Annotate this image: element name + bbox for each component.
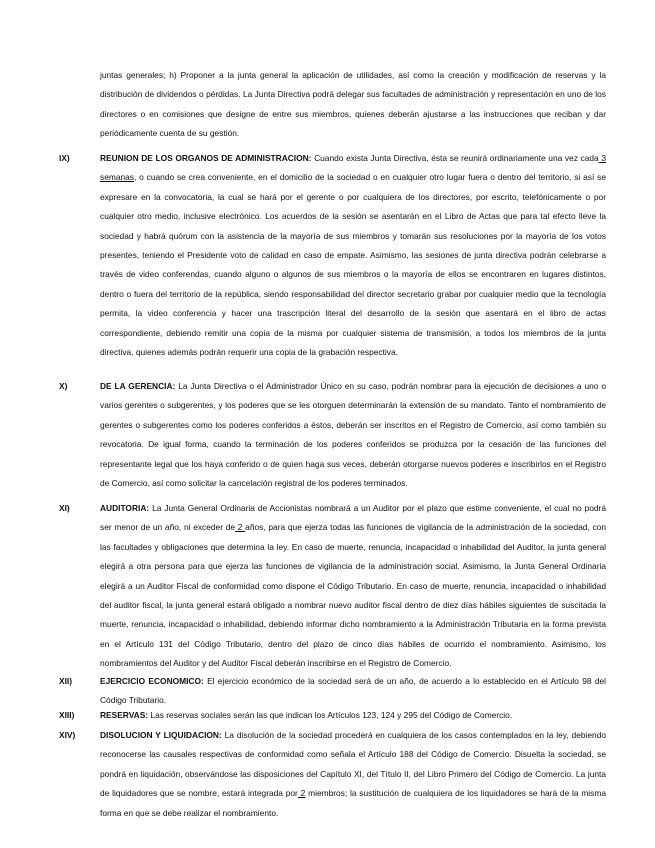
clause-x-text: La Junta Directiva o el Administrador Único en su caso, podrán nombrar para la ejecución de decisiones a uno o varios gerentes o subgerentes, y los poderes que se les otorguen determinarán la extensión de su mandato. Tanto el nombramiento de gerentes o subgerentes como los poderes conferidos a éstos, deberán ser inscritos en el Registro de Comercio, así como también su revocatoria. De igual forma, cuando la terminación de los poderes conferidos se produzca por la cesación de las funciones del representante legal que los haya conferido o de quien haga sus veces, deberán otorgarse nuevos poderes e inscribirlos en el Registro de Comercio, así como solicitar la cancelación registral de los poderes terminados.	[100, 381, 606, 489]
clause-ix-text-a: Cuando exista Junta Directiva, ésta se reunirá ordinariamente una vez cada	[311, 153, 599, 163]
clause-ix-text-b: , o cuando se crea conveniente, en el domicilio de la sociedad o en cualquier otro lugar fuera o dentro del territorio, si así se expresare en la convocatoria, la cual se hará por el gerente o por cualquiera de los directores, por escrito, telefónicamente o por cualquier otro medio, inclusive electrónico. Los acuerdos de la sesión se asentarán en el Libro de Actas que para tal efecto lleve la sociedad y habrá quórum con la asistencia de la mayoría de sus miembros y tomarán sus resoluciones por la mayoría de los votos presentes, teniendo el Presidente voto de calidad en caso de empate. Asimismo, las sesiones de junta directiva podrán celebrarse a través de video conferendas, cuando alguno o algunos de sus miembros o la mayoría de ellos se encontraren en lugares distintos, dentro o fuera del territorio de la república, siendo responsabilidad del director secretario grabar por cualquier medio que la tecnología permita, la video conferencia y hacer una trascripción literal del desarrollo de la sesión que asentará en el libro de actas correspondiente, debiendo remitir una copia de la misma por cualquier sistema de transmisión, a todos los miembros de la junta directiva, quienes además podrán requerir una copia de la grabación respectiva.	[100, 172, 606, 358]
clause-xi-text-b: años, para que ejerza todas las funciones de vigilancia de la administración de la sociedad, con las facultades y obligaciones que determina la ley. En caso de muerte, renuncia, incapacidad o inhabilidad del Auditor, la junta general elegirá a otra persona para que ejerza las funciones de vigilancia de la administración social. Asimismo, la Junta General Ordinaria elegirá a un Auditor Fiscal de conformidad como dispone el Código Tributario. En caso de muerte, renuncia, incapacidad o inhabilidad del auditor fiscal, la junta general estará obligado a nombrar nuevo auditor fiscal dentro de diez días hábiles siguientes de suscitada la muerte, renuncia, incapacidad o inhabilidad, debiendo informar dicho nombramiento a la Administración Tributaria en la forma prevista en el Artículo 131 del Código Tributario, dentro del plazo de cinco días hábiles de ocurrido el nombramiento. Asimismo, los nombramientos del Auditor y del Auditor Fiscal deberán inscribirse en el Registro de Comercio.	[100, 522, 606, 669]
clause-x-paragraph	[100, 377, 606, 493]
clause-number-xiv: XIV)	[59, 730, 76, 740]
clause-xiv-text-b: miembros; la sustitución de cualquiera de los liquidadores se hará de la misma forma en que se debe realizar el nombramiento.	[100, 788, 606, 818]
clause-xiii-text: Las reservas sociales serán las que indican los Artículos 123, 124 y 295 del Código de Comercio.	[148, 710, 513, 720]
clause-number-xi: XI)	[59, 503, 70, 513]
clause-xiv-text-a: La disolución de la sociedad procederá en cualquiera de los casos contemplados en la ley, debiendo reconocerse las causales respectivas de conformidad como señala el Artículo 188 del Código de Comercio. Disuelta la sociedad, se pondrá en liquidación, observándose las disposiciones del Capítulo XI, del Título II, del Libro Primero del Código de Comercio. La junta de liquidadores que se nombre, estará integrada por	[100, 730, 607, 799]
clause-number-xiii: XIII)	[59, 710, 75, 720]
clause-xi-text-a: La Junta General Ordinaria de Accionistas nombrará a un Auditor por el plazo que estime conveniente, el cual no podrá ser menor de un año, ni exceder de	[100, 503, 606, 533]
clause-number-ix: IX)	[59, 153, 70, 163]
clause-xiv-paragraph	[100, 726, 606, 823]
clause-xi-years: 2	[235, 522, 246, 533]
clause-x-title: DE LA GERENCIA:	[100, 381, 176, 391]
clause-xi-title: AUDITORIA:	[100, 503, 150, 513]
clause-xii-text: El ejercicio económico de la sociedad será de un año, de acuerdo a lo establecido en el Artículo 98 del Código Tributario.	[100, 676, 606, 706]
clause-xii-title: EJERCICIO ECONOMICO:	[100, 676, 204, 686]
clause-number-x: X)	[59, 381, 68, 391]
clause-ix-frequency: 3 semanas	[100, 153, 606, 183]
clause-ix-paragraph	[100, 149, 606, 362]
clause-xiv-members: 2	[297, 788, 306, 799]
clause-xiii-title: RESERVAS:	[100, 710, 149, 720]
clause-ix-title: REUNION DE LOS ORGANOS DE ADMINISTRACION:	[100, 153, 312, 163]
clause-xi-paragraph	[100, 499, 606, 674]
clause-xiii-paragraph	[100, 706, 606, 725]
intro-paragraph: juntas generales; h) Proponer a la junta general la aplicación de utilidades, así como la creación y modificación de reservas y la distribución de dividendos o pérdidas. La Junta Directiva podrá delegar sus facultades de administración y representación en uno de los directores o en comisiones que designe de entre sus miembros, quienes deberán ajustarse a las instrucciones que reciban y dar periódicamente cuenta de su gestión.	[100, 70, 606, 139]
clause-xiv-title: DISOLUCION Y LIQUIDACION:	[100, 730, 222, 740]
clause-xii-paragraph	[100, 672, 606, 711]
clause-number-xii: XII)	[59, 676, 73, 686]
